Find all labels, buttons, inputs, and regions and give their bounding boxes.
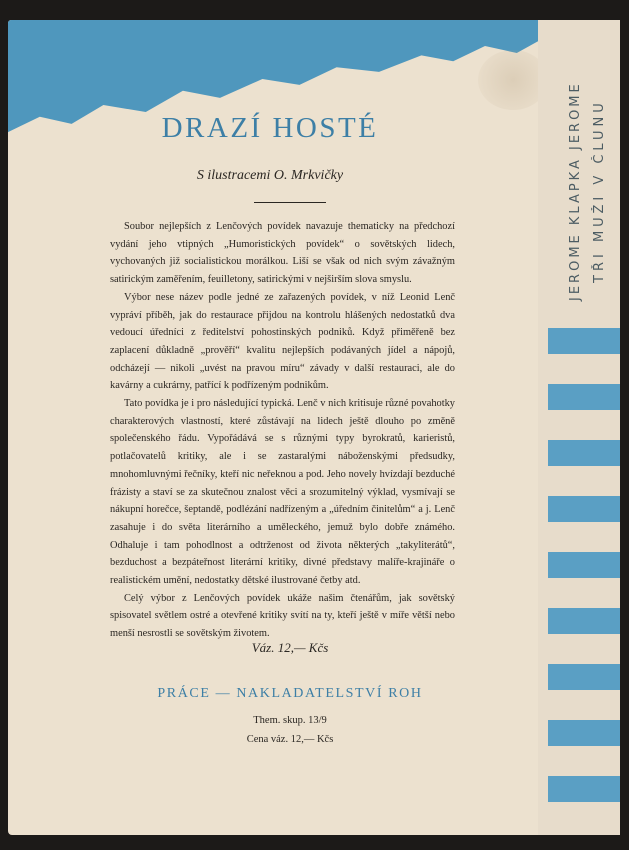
blurb-text <box>110 218 455 643</box>
spine-stripe <box>548 552 620 578</box>
spine-stripe <box>548 608 620 634</box>
publisher: PRÁCE — NAKLADATELSTVÍ ROH <box>157 686 423 701</box>
blurb-paragraph: Soubor nejlepších z Lenčových povídek navazuje thematicky na předchozí vydání jeho vtipných „Humoristických povídek“ o sovětských lidech, vychovaných již socialistickou morálkou. Liší se však od nich svým závažným satirickým zaměřením, feuilletony, satirickými v nejširším slova smyslu. <box>110 221 455 286</box>
retail-price: Cena váz. 12,— Kčs <box>246 734 334 745</box>
spine-stripe <box>548 664 620 690</box>
spine-author: JEROME KLAPKA JEROME <box>568 81 583 301</box>
book-title: DRAZÍ HOSTÉ <box>161 112 379 144</box>
theme-group: Them. skup. 13/9 <box>253 715 327 726</box>
spine-stripe <box>548 328 620 354</box>
price: Váz. 12,— Kčs <box>251 640 329 655</box>
illustrator-credit: S ilustracemi O. Mrkvičky <box>196 168 344 183</box>
paper-stain <box>478 50 538 110</box>
title-divider <box>254 202 326 203</box>
blurb-paragraph: Tato povídka je i pro následující typická. Lenč v nich kritisuje různé povahotky charakterových vlastností, které zůstávají na lidech ještě dlouho po změně společenského řádu. Vypořádává se s různými typy byrokratů, karieristů, potlačovatelů kritiky, ale i se zastaralými náboženskými předsudky, mnohomluvnými řečníky, kteří nic neřeknou a pod. Jeho novely hvízdají bezduché frázisty a staví se za skutečnou znalost věci a srozumitelný výklad, vysmívají se nákupní horečce, šeptandě, podlézání nadřízeným a „úředním činitelům“ a j. Lenč zasahuje i do světa literárního a uměleckého, jemuž bylo dobře známého. Odhaluje i tam pohodlnost a odtrženost od života některých „takyliterátů“, bezduchost a bezpáteřnost literární kritiky, divné představy malíře-krajináře o realistickém umění, nedostatky dětské ilustrované četby atd. <box>110 398 455 587</box>
spine-stripe <box>548 720 620 746</box>
spine-stripe <box>548 384 620 410</box>
blurb-paragraph: Celý výbor z Lenčových povídek ukáže našim čtenářům, jak sovětský spisovatel světlem ostré a otevřené kritiky svítí na ty, kteří ještě v míře větší nebo menší nesrostli se sovětským životem. <box>110 592 455 640</box>
spine-title: TŘI MUŽI V ČLUNU <box>592 99 607 283</box>
blurb-paragraph: Výbor nese název podle jedné ze zařazených povídek, v níž Leonid Lenč vypráví příběh, jak do restaurace přijdou na kontrolu hlášených nedostatků dva vedoucí úředníci z ředitelství pohostinských podniků. Když přiměřeně bez zaplacení důkladně „prověří“ kvalitu nejlepších podávaných jídel a nápojů, odcházejí — nikoli „uvést na pravou míru“ závady v další restauraci, ale do kavárny a cukrárny, patřící k podřízeným podnikům. <box>110 291 455 392</box>
spine-stripe <box>548 440 620 466</box>
spine-stripe <box>548 776 620 802</box>
spine-stripe <box>548 496 620 522</box>
